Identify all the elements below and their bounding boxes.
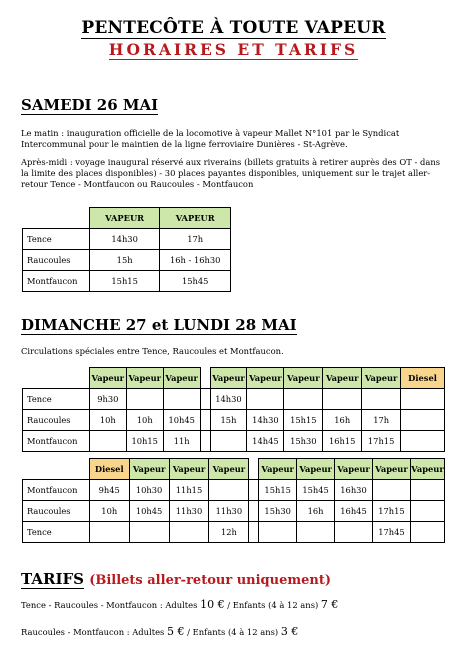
- time-cell: 9h30: [89, 389, 126, 410]
- column-header: Vapeur: [163, 368, 200, 389]
- time-cell: [249, 501, 259, 522]
- station-name: Tence: [23, 389, 90, 410]
- station-name: Montfaucon: [23, 480, 90, 501]
- column-header: Vapeur: [259, 459, 297, 480]
- column-header: Vapeur: [335, 459, 373, 480]
- time-cell: 15h15: [89, 271, 160, 292]
- saturday-morning-text: Le matin : inauguration officielle de la locomotive à vapeur Mallet N°101 par le Syndicat Intercommunal pour le maintien de la ligne ferroviaire Dunières - St-Agrève.: [21, 128, 400, 149]
- time-cell: 16h: [297, 501, 335, 522]
- time-cell: [410, 522, 444, 543]
- table-row: [23, 389, 445, 410]
- time-cell: [323, 389, 362, 410]
- time-cell: [362, 389, 401, 410]
- time-cell: 17h15: [362, 431, 401, 452]
- station-name: Montfaucon: [23, 431, 90, 452]
- column-header: Vapeur: [297, 459, 335, 480]
- column-header: Diesel: [89, 459, 129, 480]
- column-header: Vapeur: [362, 368, 401, 389]
- time-cell: [200, 389, 210, 410]
- column-header: Vapeur: [284, 368, 323, 389]
- tarif-line-raucoules: Raucoules - Montfaucon : Adultes 5 € / Enfants (4 à 12 ans) 3 €: [21, 625, 299, 638]
- time-cell: 16h30: [335, 480, 373, 501]
- table-row: [23, 250, 231, 271]
- time-cell: [200, 410, 210, 431]
- time-cell: 9h45: [89, 480, 129, 501]
- page-title: PENTECÔTE À TOUTE VAPEUR: [81, 18, 386, 38]
- time-cell: 11h: [163, 431, 200, 452]
- table-row: [23, 271, 231, 292]
- time-cell: 10h30: [129, 480, 169, 501]
- column-header: VAPEUR: [89, 208, 160, 229]
- time-cell: 15h45: [160, 271, 231, 292]
- time-cell: [209, 480, 249, 501]
- time-cell: 10h45: [129, 501, 169, 522]
- time-cell: [259, 522, 297, 543]
- time-cell: 15h: [210, 410, 247, 431]
- time-cell: 11h30: [209, 501, 249, 522]
- column-header: Vapeur: [210, 368, 247, 389]
- time-cell: 16h: [323, 410, 362, 431]
- saturday-timetable: [22, 207, 231, 292]
- time-cell: 17h45: [372, 522, 410, 543]
- saturday-heading: SAMEDI 26 MAI: [21, 96, 159, 114]
- column-header: Vapeur: [372, 459, 410, 480]
- time-cell: 16h45: [335, 501, 373, 522]
- time-cell: 14h30: [89, 229, 160, 250]
- time-cell: 16h15: [323, 431, 362, 452]
- tarifs-note: (Billets aller-retour uniquement): [89, 573, 331, 588]
- table-row: [23, 410, 445, 431]
- time-cell: [249, 480, 259, 501]
- time-cell: 17h: [160, 229, 231, 250]
- sunday-timetable-return: [22, 458, 445, 543]
- child-price: 7 €: [320, 598, 339, 611]
- station-name: Raucoules: [23, 501, 90, 522]
- saturday-afternoon-text: Après-midi : voyage inaugural réservé aux riverains (billets gratuits à retirer auprès des OT - dans la limite des places disponibles) - 30 places payantes disponibles, uniquement sur le trajet aller-retour Tence - Montfaucon ou Raucoules - Montfaucon: [21, 157, 441, 189]
- time-cell: 17h15: [372, 501, 410, 522]
- column-header: Vapeur: [410, 459, 444, 480]
- column-header: Vapeur: [89, 368, 126, 389]
- time-cell: [401, 410, 445, 431]
- sunday-monday-heading: DIMANCHE 27 et LUNDI 28 MAI: [21, 316, 297, 334]
- time-cell: [284, 389, 323, 410]
- time-cell: [247, 389, 284, 410]
- time-cell: 10h: [89, 410, 126, 431]
- time-cell: [410, 480, 444, 501]
- time-cell: [410, 501, 444, 522]
- time-cell: 12h: [209, 522, 249, 543]
- time-cell: [129, 522, 169, 543]
- adult-price: 5 €: [167, 625, 185, 638]
- time-cell: 10h: [89, 501, 129, 522]
- time-cell: 15h30: [284, 431, 323, 452]
- column-header: Vapeur: [129, 459, 169, 480]
- table-row: [23, 522, 445, 543]
- time-cell: [372, 480, 410, 501]
- time-cell: 15h15: [284, 410, 323, 431]
- time-cell: 14h45: [247, 431, 284, 452]
- time-cell: 10h15: [126, 431, 163, 452]
- time-cell: 15h: [89, 250, 160, 271]
- column-header: Vapeur: [169, 459, 209, 480]
- time-cell: [401, 431, 445, 452]
- time-cell: [210, 431, 247, 452]
- time-cell: [169, 522, 209, 543]
- time-cell: [335, 522, 373, 543]
- column-header: Vapeur: [209, 459, 249, 480]
- page-subtitle: HORAIRES ET TARIFS: [108, 40, 359, 59]
- column-header: Vapeur: [247, 368, 284, 389]
- time-cell: [297, 522, 335, 543]
- station-name: Tence: [23, 522, 90, 543]
- table-row: [23, 480, 445, 501]
- time-cell: 15h15: [259, 480, 297, 501]
- time-cell: 16h - 16h30: [160, 250, 231, 271]
- time-cell: 15h45: [297, 480, 335, 501]
- time-cell: [200, 431, 210, 452]
- time-cell: [89, 522, 129, 543]
- column-header: VAPEUR: [160, 208, 231, 229]
- time-cell: 11h15: [169, 480, 209, 501]
- column-header: Diesel: [401, 368, 445, 389]
- station-name: Tence: [23, 229, 90, 250]
- time-cell: [126, 389, 163, 410]
- time-cell: 14h30: [247, 410, 284, 431]
- time-cell: [249, 522, 259, 543]
- adult-price: 10 €: [200, 598, 225, 611]
- station-name: Raucoules: [23, 410, 90, 431]
- time-cell: 11h30: [169, 501, 209, 522]
- time-cell: 10h: [126, 410, 163, 431]
- sunday-timetable-outbound: [22, 367, 445, 452]
- station-name: Raucoules: [23, 250, 90, 271]
- child-price: 3 €: [280, 625, 299, 638]
- sunday-intro-text: Circulations spéciales entre Tence, Raucoules et Montfaucon.: [21, 346, 284, 356]
- tarif-line-tence: Tence - Raucoules - Montfaucon : Adultes 10 € / Enfants (4 à 12 ans) 7 €: [21, 598, 339, 611]
- time-cell: 14h30: [210, 389, 247, 410]
- table-row: [23, 229, 231, 250]
- time-cell: [89, 431, 126, 452]
- table-row: [23, 431, 445, 452]
- column-header: Vapeur: [323, 368, 362, 389]
- time-cell: [163, 389, 200, 410]
- time-cell: 15h30: [259, 501, 297, 522]
- time-cell: [401, 389, 445, 410]
- time-cell: 17h: [362, 410, 401, 431]
- column-header: Vapeur: [126, 368, 163, 389]
- table-row: [23, 501, 445, 522]
- time-cell: 10h45: [163, 410, 200, 431]
- station-name: Montfaucon: [23, 271, 90, 292]
- tarifs-heading: TARIFS (Billets aller-retour uniquement): [21, 570, 331, 588]
